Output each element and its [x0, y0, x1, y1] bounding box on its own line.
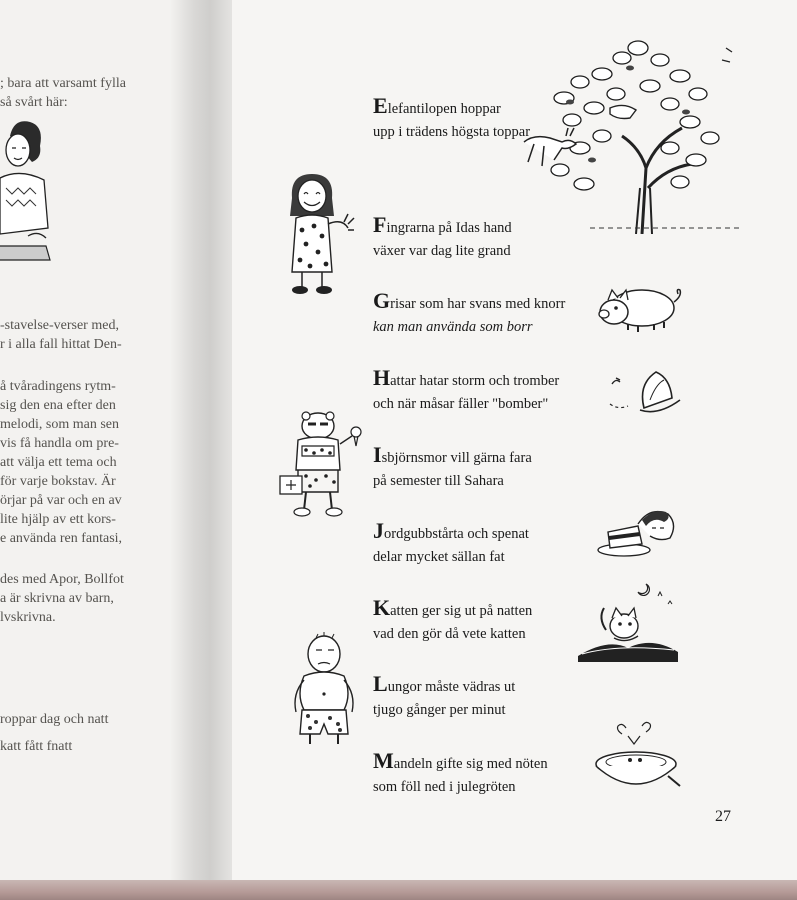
rhyme-i — [373, 443, 532, 493]
rhyme-line: kan man använda som borr — [373, 319, 533, 335]
rhyme-line: sbjörnsmor vill gärna fara — [381, 450, 532, 466]
hat-and-bird-icon — [604, 364, 684, 420]
left-text-line: för varje bokstav. Är — [0, 474, 116, 489]
drop-initial: J — [373, 518, 384, 543]
rhyme-line: lefantilopen hoppar — [387, 101, 501, 117]
pig-icon — [594, 282, 690, 332]
night-cat-icon — [578, 582, 678, 662]
rhyme-line: ingrarna på Idas hand — [386, 220, 512, 236]
rhyme-f — [373, 213, 512, 263]
left-text-line: lvskrivna. — [0, 610, 56, 625]
drop-initial: K — [373, 595, 391, 620]
cake-eater-icon — [594, 506, 680, 560]
left-text-line: melodi, som man sen — [0, 417, 119, 432]
left-text-line: des med Apor, Bollfot — [0, 572, 124, 587]
drop-initial: G — [373, 288, 391, 313]
rhyme-line: växer var dag lite grand — [373, 243, 511, 259]
rhyme-line: ordgubbstårta och spenat — [384, 526, 529, 542]
rhyme-line: andeln gifte sig med nöten — [393, 756, 548, 772]
left-text-line: -stavelse-verser med, — [0, 318, 119, 333]
left-text-line: r i alla fall hittat Den- — [0, 337, 122, 352]
left-text-line: sig den ena efter den — [0, 398, 116, 413]
drop-initial: H — [373, 365, 391, 390]
drop-initial: F — [373, 212, 387, 237]
rhyme-line: attar hatar storm och tromber — [390, 373, 560, 389]
rhyme-h — [373, 366, 559, 416]
rhyme-line: på semester till Sahara — [373, 473, 504, 489]
left-text-line: a är skrivna av barn, — [0, 591, 114, 606]
rhyme-k — [373, 596, 532, 646]
rhyme-line: och när måsar fäller "bomber" — [373, 396, 549, 412]
rhyme-line: risar som har svans med knorr — [390, 296, 566, 312]
rhyme-l — [373, 672, 515, 722]
woman-cooking-icon — [0, 118, 60, 268]
porridge-bowl-icon — [592, 720, 682, 796]
rhyme-line: upp i trädens högsta toppar — [373, 124, 531, 140]
rhyme-line: atten ger sig ut på natten — [390, 603, 533, 619]
rhyme-line: tjugo gånger per minut — [373, 702, 506, 718]
left-text-line: ; bara att varsamt fylla — [0, 76, 126, 91]
rhyme-e — [373, 94, 530, 144]
rhyme-line: delar mycket sällan fat — [373, 549, 505, 565]
drop-initial: L — [373, 671, 388, 696]
left-text-line: katt fått fnatt — [0, 739, 73, 754]
drop-initial: I — [373, 442, 382, 467]
left-text-line: e använda ren fantasi, — [0, 531, 123, 546]
rhyme-line: ungor måste vädras ut — [387, 679, 516, 695]
left-text-line: så svårt här: — [0, 95, 68, 110]
rhyme-m — [373, 749, 548, 799]
rhyme-g — [373, 289, 565, 339]
left-text-line: å tvåradingens rytm- — [0, 379, 116, 394]
left-text-line: vis få handla om pre- — [0, 436, 119, 451]
tree-with-antelope-icon — [510, 38, 740, 234]
left-text-line: örjar på var och en av — [0, 493, 122, 508]
boy-lungs-icon — [286, 632, 362, 748]
girl-ida-icon — [282, 172, 356, 298]
page-edge — [0, 880, 797, 900]
left-page — [0, 0, 192, 880]
left-text-line: att välja ett tema och — [0, 455, 117, 470]
page-number: 27 — [715, 808, 731, 825]
polar-bear-mother-icon — [278, 410, 368, 520]
drop-initial: E — [373, 93, 388, 118]
rhyme-j — [373, 519, 529, 569]
left-text-line: roppar dag och natt — [0, 712, 109, 727]
left-text-line: lite hjälp av ett kors- — [0, 512, 116, 527]
rhyme-line: som föll ned i julegröten — [373, 779, 516, 795]
drop-initial: M — [373, 748, 394, 773]
rhyme-line: vad den gör då vete katten — [373, 626, 526, 642]
